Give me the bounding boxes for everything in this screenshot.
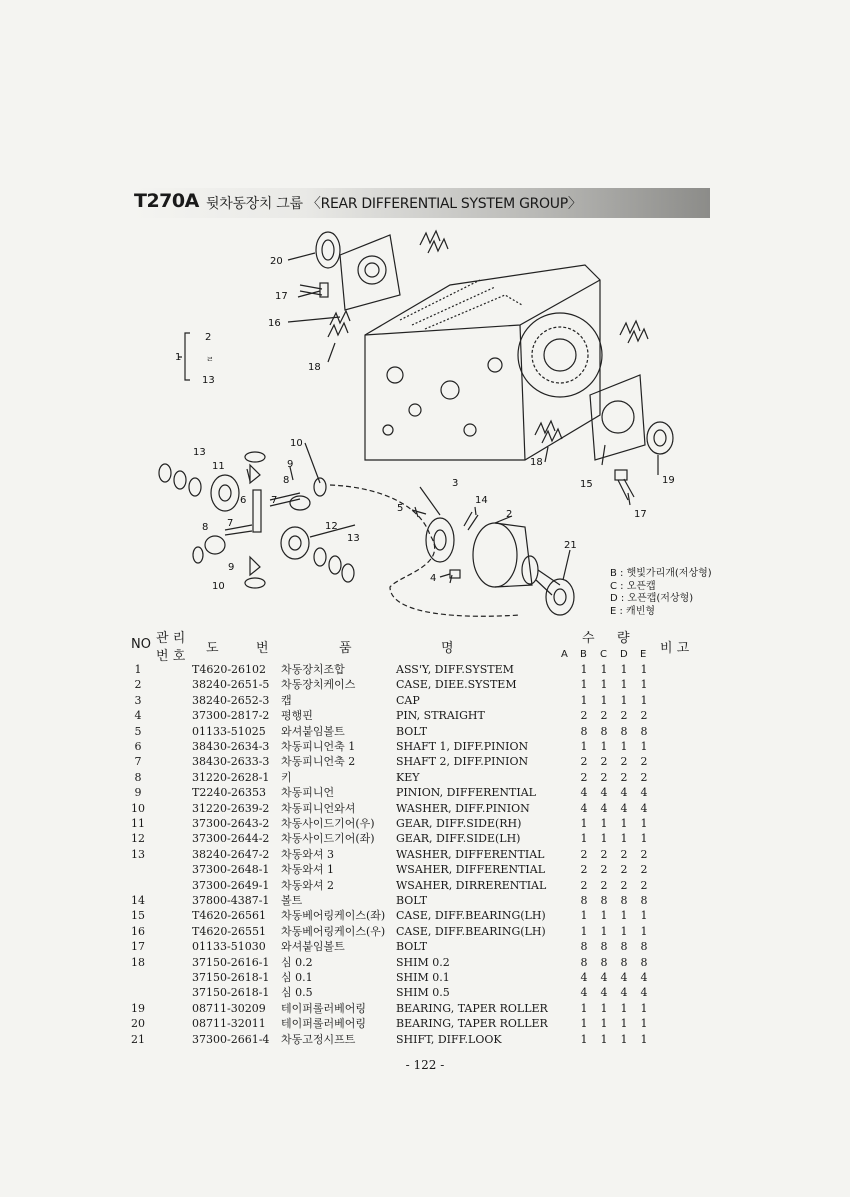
row-name-korean: 테이퍼롤러베어링 xyxy=(281,1017,367,1031)
row-qty: 1 xyxy=(640,924,648,938)
row-part-number: 38430-2634-3 xyxy=(192,740,270,753)
callout-18-right: 18 xyxy=(530,457,543,468)
row-part-number: T2240-26353 xyxy=(192,786,267,800)
table-row xyxy=(0,739,850,754)
row-qty: 1 xyxy=(620,1032,628,1046)
row-name-korean: 차동사이드기어(우) xyxy=(281,817,375,830)
row-qty: 2 xyxy=(620,878,628,892)
row-name-english: SHIM 0.1 xyxy=(396,971,450,984)
row-part-number: 01133-51030 xyxy=(192,940,266,954)
row-qty: 1 xyxy=(640,832,648,846)
row-qty: 2 xyxy=(600,878,608,892)
row-part-number: 38240-2652-3 xyxy=(192,693,270,707)
row-qty: 4 xyxy=(620,786,628,800)
row-qty: 4 xyxy=(600,986,608,1000)
row-name-english: CASE, DIEE.SYSTEM xyxy=(396,678,517,692)
table-row xyxy=(0,785,850,800)
row-qty: 1 xyxy=(600,832,608,846)
row-qty: 1 xyxy=(640,663,648,676)
row-qty: 2 xyxy=(580,878,588,892)
header-name-a: 품 xyxy=(339,641,352,656)
row-qty: 1 xyxy=(600,693,608,707)
row-part-number: T4620-26102 xyxy=(192,663,267,676)
row-qty: 2 xyxy=(640,863,648,877)
row-no: 7 xyxy=(134,755,142,769)
row-qty: 8 xyxy=(620,724,628,738)
row-qty: 4 xyxy=(600,801,608,815)
table-row xyxy=(0,816,850,831)
row-part-number: 08711-32011 xyxy=(192,1017,266,1031)
row-part-number: T4620-26561 xyxy=(192,909,267,923)
row-name-english: SHAFT 1, DIFF.PINION xyxy=(396,740,529,753)
row-name-korean: 차동와셔 3 xyxy=(281,847,334,861)
row-qty: 1 xyxy=(620,1017,628,1031)
row-qty: 1 xyxy=(600,1032,608,1046)
row-qty: 1 xyxy=(620,817,628,830)
row-name-korean: 키 xyxy=(281,770,292,784)
bearing-20 xyxy=(316,232,340,268)
row-qty: 1 xyxy=(580,832,588,846)
row-no: 18 xyxy=(131,955,145,969)
row-qty: 1 xyxy=(580,1017,588,1031)
row-qty: 1 xyxy=(620,663,628,676)
row-no: 8 xyxy=(134,770,142,784)
table-row xyxy=(0,847,850,862)
row-name-korean: 차동장치조합 xyxy=(281,663,345,676)
row-qty: 1 xyxy=(580,693,588,707)
row-name-english: PINION, DIFFERENTIAL xyxy=(396,786,536,800)
row-name-korean: 테이퍼롤러베어링 xyxy=(281,1001,367,1015)
row-part-number: 37150-2618-1 xyxy=(192,971,270,984)
row-qty: 2 xyxy=(580,863,588,877)
row-no: 10 xyxy=(131,801,145,815)
header-col-b: B xyxy=(580,649,587,660)
header-remark: 비 고 xyxy=(660,641,690,656)
row-qty: 2 xyxy=(640,770,648,784)
callout-8-left: 8 xyxy=(202,522,209,533)
row-part-number: 31220-2628-1 xyxy=(192,770,270,784)
row-qty: 8 xyxy=(620,955,628,969)
row-qty: 2 xyxy=(580,755,588,769)
row-name-korean: 차동와셔 1 xyxy=(281,863,334,877)
table-row xyxy=(0,939,850,954)
row-qty: 2 xyxy=(640,878,648,892)
row-qty: 1 xyxy=(600,1017,608,1031)
header-col-d: D xyxy=(620,649,628,660)
callout-6: 6 xyxy=(240,495,247,506)
title-code: T270A xyxy=(134,190,199,212)
row-qty: 2 xyxy=(640,709,648,723)
row-part-number: 37300-2648-1 xyxy=(192,863,270,877)
callout-9-top: 9 xyxy=(287,459,294,470)
row-qty: 1 xyxy=(620,832,628,846)
callout-17-right: 17 xyxy=(634,509,647,520)
row-qty: 8 xyxy=(640,955,648,969)
header-mgmt-top: 관 리 xyxy=(156,631,186,646)
callout-10-bottom: 10 xyxy=(212,581,225,592)
row-qty: 4 xyxy=(640,986,648,1000)
row-qty: 1 xyxy=(600,924,608,938)
row-qty: 2 xyxy=(620,755,628,769)
row-qty: 2 xyxy=(580,770,588,784)
row-no: 2 xyxy=(134,678,142,692)
row-no: 15 xyxy=(131,909,145,923)
row-qty: 1 xyxy=(620,909,628,923)
callout-13-right: 13 xyxy=(347,533,360,544)
row-qty: 1 xyxy=(640,693,648,707)
callout-17-top: 17 xyxy=(275,291,288,302)
row-qty: 1 xyxy=(580,663,588,676)
row-qty: 4 xyxy=(580,971,588,984)
table-row xyxy=(0,1016,850,1031)
row-name-english: GEAR, DIFF.SIDE(RH) xyxy=(396,817,522,830)
pinion-shaft-6 xyxy=(253,490,261,532)
row-part-number: 37800-4387-1 xyxy=(192,894,270,907)
row-name-korean: 차동사이드기어(좌) xyxy=(281,832,375,846)
row-qty: 2 xyxy=(600,755,608,769)
row-no: 6 xyxy=(134,740,142,753)
row-name-korean: 심 0.5 xyxy=(281,986,313,1000)
row-name-korean: 차동베어링케이스(우) xyxy=(281,924,386,938)
row-qty: 1 xyxy=(640,909,648,923)
row-qty: 2 xyxy=(620,770,628,784)
row-name-korean: 차동피니언축 2 xyxy=(281,755,356,769)
callout-8-top: 8 xyxy=(283,475,290,486)
callout-11: 11 xyxy=(212,461,225,472)
header-qty-a: 수 xyxy=(582,631,595,646)
callout-19: 19 xyxy=(662,475,675,486)
table-row xyxy=(0,831,850,846)
callout-16: 16 xyxy=(268,318,281,329)
table-row xyxy=(0,708,850,723)
row-qty: 4 xyxy=(580,986,588,1000)
row-name-korean: 차동피니언축 1 xyxy=(281,740,356,753)
row-qty: 1 xyxy=(600,740,608,753)
row-qty: 1 xyxy=(620,740,628,753)
row-qty: 4 xyxy=(580,786,588,800)
legend-d: D : 오픈캡(저상형) xyxy=(610,593,694,604)
row-qty: 2 xyxy=(620,847,628,861)
row-name-korean: 차동장치케이스 xyxy=(281,678,356,692)
row-qty: 4 xyxy=(640,971,648,984)
row-qty: 2 xyxy=(640,847,648,861)
row-part-number: 37300-2661-4 xyxy=(192,1032,270,1046)
row-qty: 2 xyxy=(580,709,588,723)
table-row xyxy=(0,770,850,785)
callout-21: 21 xyxy=(564,540,577,551)
row-qty: 8 xyxy=(620,940,628,954)
callout-7-left: 7 xyxy=(227,518,234,529)
row-qty: 2 xyxy=(640,755,648,769)
row-name-korean: 심 0.1 xyxy=(281,971,313,984)
cap-3 xyxy=(426,518,454,562)
row-no: 19 xyxy=(131,1001,145,1015)
row-name-english: WSAHER, DIRRERENTIAL xyxy=(396,878,547,892)
row-name-english: SHIM 0.2 xyxy=(396,955,450,969)
row-qty: 1 xyxy=(640,1032,648,1046)
row-no: 16 xyxy=(131,924,145,938)
row-part-number: 38240-2651-5 xyxy=(192,678,270,692)
header-col-e: E xyxy=(640,649,647,660)
row-no: 11 xyxy=(131,817,145,830)
row-no: 20 xyxy=(131,1017,145,1031)
row-qty: 1 xyxy=(640,817,648,830)
table-row xyxy=(0,1032,850,1047)
row-qty: 4 xyxy=(600,971,608,984)
row-qty: 1 xyxy=(600,663,608,676)
row-qty: 1 xyxy=(600,678,608,692)
callout-7-top: 7 xyxy=(271,495,278,506)
row-qty: 2 xyxy=(600,847,608,861)
title-text: 뒷차동장치 그룹 〈REAR DIFFERENTIAL SYSTEM GROUP〉 xyxy=(206,196,582,212)
row-qty: 8 xyxy=(640,940,648,954)
row-qty: 1 xyxy=(640,1017,648,1031)
row-no: 14 xyxy=(131,894,145,907)
row-qty: 1 xyxy=(600,1001,608,1015)
table-row xyxy=(0,693,850,708)
row-name-english: SHAFT 2, DIFF.PINION xyxy=(396,755,529,769)
header-col-a: A xyxy=(561,649,568,660)
callout-range: ㄹ xyxy=(206,355,214,364)
row-part-number: 37300-2649-1 xyxy=(192,878,270,892)
row-name-english: SHIM 0.5 xyxy=(396,986,450,1000)
row-qty: 8 xyxy=(600,724,608,738)
row-qty: 2 xyxy=(620,863,628,877)
callout-12: 12 xyxy=(325,521,338,532)
row-name-english: BEARING, TAPER ROLLER xyxy=(396,1017,548,1031)
row-no: 9 xyxy=(134,786,142,800)
table-row xyxy=(0,955,850,970)
row-name-english: SHIFT, DIFF.LOOK xyxy=(396,1032,502,1046)
callout-9-bottom: 9 xyxy=(228,562,235,573)
row-qty: 1 xyxy=(620,1001,628,1015)
row-qty: 8 xyxy=(580,955,588,969)
row-name-english: BOLT xyxy=(396,894,428,907)
row-name-korean: 차동베어링케이스(좌) xyxy=(281,909,386,923)
row-name-korean: 와셔붙임볼트 xyxy=(281,940,345,954)
callout-3: 3 xyxy=(452,478,459,489)
row-part-number: 37150-2616-1 xyxy=(192,955,270,969)
row-name-english: WASHER, DIFFERENTIAL xyxy=(396,847,545,861)
row-no: 4 xyxy=(134,709,142,723)
row-qty: 4 xyxy=(620,986,628,1000)
row-part-number: 37300-2643-2 xyxy=(192,817,270,830)
callout-14: 14 xyxy=(475,495,488,506)
row-name-english: PIN, STRAIGHT xyxy=(396,709,485,723)
row-qty: 8 xyxy=(580,894,588,907)
callout-1: 1 xyxy=(175,352,182,363)
row-qty: 8 xyxy=(600,955,608,969)
bearing-case-16 xyxy=(340,235,400,310)
diff-case-2 xyxy=(473,523,517,587)
row-name-english: KEY xyxy=(396,770,420,784)
callout-13-left: 13 xyxy=(193,447,206,458)
header-qty-b: 량 xyxy=(617,631,630,646)
row-qty: 8 xyxy=(640,894,648,907)
table-row xyxy=(0,1001,850,1016)
row-qty: 4 xyxy=(600,786,608,800)
row-qty: 1 xyxy=(580,678,588,692)
row-no: 1 xyxy=(134,663,142,676)
row-name-english: BEARING, TAPER ROLLER xyxy=(396,1001,548,1015)
variant-legend xyxy=(610,568,712,618)
side-gear-12 xyxy=(281,527,309,559)
row-name-english: CASE, DIFF.BEARING(LH) xyxy=(396,924,546,938)
header-no: NO xyxy=(131,637,151,652)
side-gear-11 xyxy=(211,475,239,511)
row-qty: 1 xyxy=(620,678,628,692)
row-no: 5 xyxy=(134,724,142,738)
table-row xyxy=(0,985,850,1000)
row-qty: 1 xyxy=(640,740,648,753)
header-drawing-a: 도 xyxy=(206,641,219,656)
row-qty: 1 xyxy=(620,924,628,938)
legend-e: E : 캐빈형 xyxy=(610,605,656,617)
row-name-korean: 평행핀 xyxy=(281,709,313,723)
header-col-c: C xyxy=(600,649,607,660)
row-name-english: GEAR, DIFF.SIDE(LH) xyxy=(396,832,521,846)
table-row xyxy=(0,970,850,985)
row-qty: 2 xyxy=(620,709,628,723)
table-row xyxy=(0,724,850,739)
row-part-number: 38240-2647-2 xyxy=(192,847,270,861)
bearing-case-15 xyxy=(590,375,645,460)
row-name-korean: 캡 xyxy=(281,693,292,707)
table-row xyxy=(0,908,850,923)
table-row xyxy=(0,924,850,939)
header-mgmt-bottom: 번 호 xyxy=(156,649,186,664)
row-qty: 1 xyxy=(580,924,588,938)
callout-2-case: 2 xyxy=(506,509,513,520)
legend-b: B : 햇빛가리개(저상형) xyxy=(610,568,712,579)
row-qty: 8 xyxy=(620,894,628,907)
row-qty: 1 xyxy=(640,1001,648,1015)
row-qty: 1 xyxy=(640,678,648,692)
table-row xyxy=(0,662,850,677)
table-row xyxy=(0,878,850,893)
row-no: 3 xyxy=(134,693,142,707)
callout-10-top: 10 xyxy=(290,438,303,449)
row-qty: 1 xyxy=(580,817,588,830)
row-qty: 8 xyxy=(600,894,608,907)
page-number: - 122 - xyxy=(405,1058,445,1072)
row-name-english: WSAHER, DIFFERENTIAL xyxy=(396,863,546,877)
callout-15: 15 xyxy=(580,479,593,490)
row-qty: 2 xyxy=(600,863,608,877)
housing-bore xyxy=(518,313,602,397)
row-part-number: 08711-30209 xyxy=(192,1001,266,1015)
row-name-korean: 볼트 xyxy=(281,894,303,907)
callout-2: 2 xyxy=(205,332,212,343)
row-qty: 4 xyxy=(620,801,628,815)
row-name-english: CAP xyxy=(396,693,420,707)
row-no: 17 xyxy=(131,940,145,954)
row-part-number: 31220-2639-2 xyxy=(192,801,270,815)
row-name-english: BOLT xyxy=(396,724,428,738)
row-qty: 4 xyxy=(640,786,648,800)
row-name-english: WASHER, DIFF.PINION xyxy=(396,801,530,815)
row-qty: 1 xyxy=(580,1001,588,1015)
table-row xyxy=(0,801,850,816)
row-name-korean: 차동피니언와셔 xyxy=(281,801,356,815)
row-name-english: BOLT xyxy=(396,940,428,954)
row-part-number: 01133-51025 xyxy=(192,724,266,738)
row-name-korean: 차동와셔 2 xyxy=(281,878,334,892)
header-drawing-b: 번 xyxy=(256,641,269,656)
callout-5: 5 xyxy=(397,503,404,514)
row-part-number: 38430-2633-3 xyxy=(192,755,270,769)
row-qty: 2 xyxy=(600,770,608,784)
bearing-19 xyxy=(647,422,673,454)
row-qty: 1 xyxy=(580,1032,588,1046)
row-qty: 4 xyxy=(640,801,648,815)
row-part-number: 37150-2618-1 xyxy=(192,986,270,1000)
callout-20: 20 xyxy=(270,256,283,267)
row-part-number: 37300-2817-2 xyxy=(192,709,270,723)
row-qty: 8 xyxy=(580,940,588,954)
row-name-korean: 차동고정시프트 xyxy=(281,1032,356,1046)
row-qty: 1 xyxy=(600,817,608,830)
row-name-english: CASE, DIFF.BEARING(LH) xyxy=(396,909,546,923)
row-qty: 1 xyxy=(580,909,588,923)
legend-c: C : 오픈캡 xyxy=(610,580,656,592)
table-row xyxy=(0,862,850,877)
table-row xyxy=(0,893,850,908)
row-name-english: ASS'Y, DIFF.SYSTEM xyxy=(396,663,514,676)
row-no: 12 xyxy=(131,832,145,846)
row-qty: 8 xyxy=(600,940,608,954)
row-qty: 1 xyxy=(620,693,628,707)
row-qty: 1 xyxy=(580,740,588,753)
row-name-korean: 심 0.2 xyxy=(281,955,313,969)
row-qty: 2 xyxy=(580,847,588,861)
row-no: 21 xyxy=(131,1032,145,1046)
row-qty: 4 xyxy=(580,801,588,815)
row-qty: 4 xyxy=(620,971,628,984)
row-part-number: T4620-26551 xyxy=(192,924,267,938)
callout-13-bracket: 13 xyxy=(202,375,215,386)
callout-18-top: 18 xyxy=(308,362,321,373)
row-qty: 1 xyxy=(600,909,608,923)
table-row xyxy=(0,677,850,692)
table-row xyxy=(0,754,850,769)
row-no: 13 xyxy=(131,847,145,861)
row-part-number: 37300-2644-2 xyxy=(192,832,270,846)
callout-4: 4 xyxy=(430,573,437,584)
row-name-korean: 와셔붙임볼트 xyxy=(281,724,345,738)
header-name-b: 명 xyxy=(441,641,454,656)
row-name-korean: 차동피니언 xyxy=(281,786,335,800)
row-qty: 2 xyxy=(600,709,608,723)
row-qty: 8 xyxy=(580,724,588,738)
row-qty: 8 xyxy=(640,724,648,738)
